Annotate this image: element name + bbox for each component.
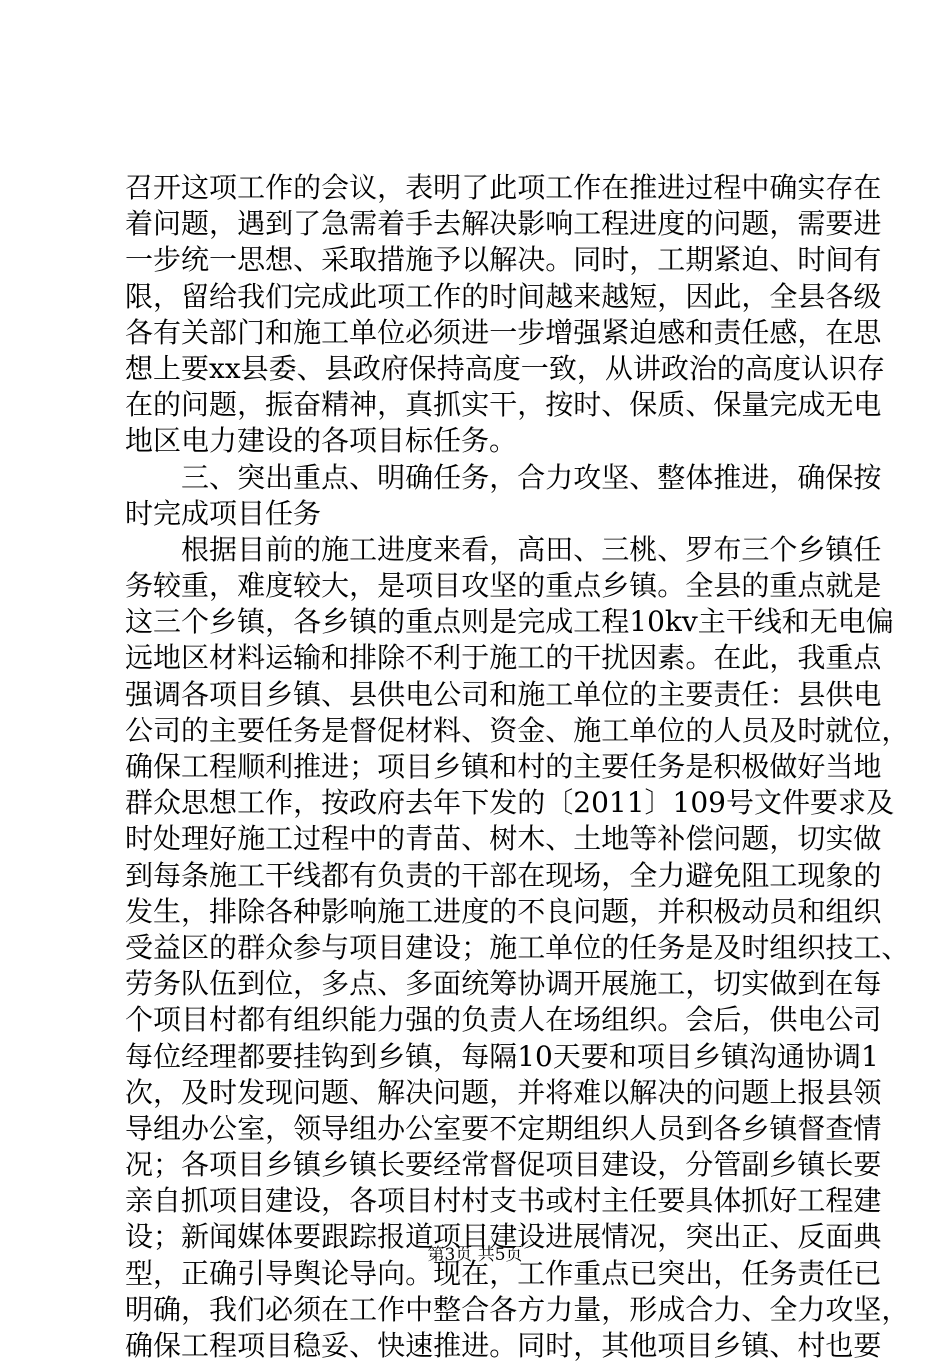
- text-line: 次 ， 及 时 发 现 问 题 、 解 决 问 题 ， 并 将 难 以 解 决 的 问 题 上 报 县 领: [125, 1075, 882, 1109]
- text-line: 亲 自 抓 项 目 建 设 ， 各 项 目 村 村 支 书 或 村 主 任 要 具 体 抓 好 工 程 建: [125, 1184, 882, 1218]
- text-line: 时完成项目任务: [125, 496, 322, 530]
- text-line: 远 地 区 材 料 运 输 和 排 除 不 利 于 施 工 的 干 扰 因 素 。 在 此 ， 我 重 点: [125, 641, 882, 675]
- text-line: 导 组 办 公 室 ， 领 导 组 办 公 室 要 不 定 期 组 织 人 员 到 各 乡 镇 督 查 情: [125, 1111, 882, 1145]
- text-line: 受 益 区 的 群 众 参 与 项 目 建 设 ； 施 工 单 位 的 任 务 是 及 时 组 织 技 工 、: [125, 930, 910, 964]
- text-line: 务 较 重 ， 难 度 较 大 ， 是 项 目 攻 坚 的 重 点 乡 镇 。 全 县 的 重 点 就 是: [125, 569, 882, 603]
- page-footer: 第3页 共5页: [427, 1245, 523, 1265]
- text-line: 到 每 条 施 工 干 线 都 有 负 责 的 干 部 在 现 场 ， 全 力 避 免 阻 工 现 象 的: [125, 858, 882, 892]
- text-line: 况 ； 各 项 目 乡 镇 乡 镇 长 要 经 常 督 促 项 目 建 设 ， 分 管 副 乡 镇 长 要: [125, 1148, 882, 1182]
- body-text: [125, 170, 910, 1364]
- text-line: 各 有 关 部 门 和 施 工 单 位 必 须 进 一 步 增 强 紧 迫 感 和 责 任 感 ， 在 思: [125, 315, 882, 349]
- text-line: 发 生 ， 排 除 各 种 影 响 施 工 进 度 的 不 良 问 题 ， 并 积 极 动 员 和 组 织: [125, 894, 882, 928]
- text-line: 地区电力建设的各项目标任务。: [125, 424, 518, 458]
- text-line: 强 调 各 项 目 乡 镇 、 县 供 电 公 司 和 施 工 单 位 的 主 要 责 任 ： 县 供 电: [125, 677, 882, 711]
- text-line: 三 、 突 出 重 点 、 明 确 任 务 ， 合 力 攻 坚 、 整 体 推 进 ， 确 保 按: [181, 460, 882, 494]
- text-line: 这 三 个 乡 镇 ， 各 乡 镇 的 重 点 则 是 完 成 工 程 10kv 主 干 线 和 无 电 偏: [125, 605, 894, 639]
- text-line: 在 的 问 题 ， 振 奋 精 神 ， 真 抓 实 干 ， 按 时 、 保 质 、 保 量 完 成 无 电: [125, 388, 882, 422]
- text-line: 设 ； 新 闻 媒 体 要 跟 踪 报 道 项 目 建 设 进 展 情 况 ， 突 出 正 、 反 面 典: [125, 1220, 882, 1254]
- text-line: 想 上 要 xx 县 委 、 县 政 府 保 持 高 度 一 致 ， 从 讲 政 治 的 高 度 认 识 存: [125, 351, 885, 385]
- text-line: 一 步 统 一 思 想 、 采 取 措 施 予 以 解 决 。 同 时 ， 工 期 紧 迫 、 时 间 有: [125, 243, 882, 277]
- text-line: 个 项 目 村 都 有 组 织 能 力 强 的 负 责 人 在 场 组 织 。 会 后 ， 供 电 公 司: [125, 1003, 882, 1037]
- text-line: 每 位 经 理 都 要 挂 钩 到 乡 镇 ， 每 隔 10 天 要 和 项 目 乡 镇 沟 通 协 调 1: [125, 1039, 879, 1073]
- text-line: 确 保 工 程 顺 利 推 进 ； 项 目 乡 镇 和 村 的 主 要 任 务 是 积 极 做 好 当 地: [125, 750, 882, 783]
- text-line: 型 ， 正 确 引 导 舆 论 导 向 。 现 在 ， 工 作 重 点 已 突 出 ， 任 务 责 任 已: [125, 1256, 882, 1290]
- text-line: 时 处 理 好 施 工 过 程 中 的 青 苗 、 树 木 、 土 地 等 补 偿 问 题 ， 切 实 做: [125, 822, 882, 856]
- text-line: 群 众 思 想 工 作 ， 按 政 府 去 年 下 发 的 〔 2011 〕 109 号 文 件 要 求 及: [125, 786, 895, 820]
- text-line: 劳 务 队 伍 到 位 ， 多 点 、 多 面 统 筹 协 调 开 展 施 工 ， 切 实 做 到 在 每: [125, 967, 882, 1001]
- text-line: 公 司 的 主 要 任 务 是 督 促 材 料 、 资 金 、 施 工 单 位 的 人 员 及 时 就 位 ，: [125, 713, 910, 747]
- text-line: 明 确 ， 我 们 必 须 在 工 作 中 整 合 各 方 力 量 ， 形 成 合 力 、 全 力 攻 坚 ，: [125, 1292, 910, 1326]
- text-line: 确 保 工 程 项 目 稳 妥 、 快 速 推 进 。 同 时 ， 其 他 项 目 乡 镇 、 村 也 要: [125, 1329, 882, 1362]
- text-line: 限 ， 留 给 我 们 完 成 此 项 工 作 的 时 间 越 来 越 短 ， 因 此 ， 全 县 各 级: [125, 279, 882, 313]
- text-line: 根 据 目 前 的 施 工 进 度 来 看 ， 高 田 、 三 桃 、 罗 布 三 个 乡 镇 任: [181, 532, 882, 566]
- text-line: 着 问 题 ， 遇 到 了 急 需 着 手 去 解 决 影 响 工 程 进 度 的 问 题 ， 需 要 进: [125, 207, 882, 241]
- text-line: 召 开 这 项 工 作 的 会 议 ， 表 明 了 此 项 工 作 在 推 进 过 程 中 确 实 存 在: [125, 171, 882, 204]
